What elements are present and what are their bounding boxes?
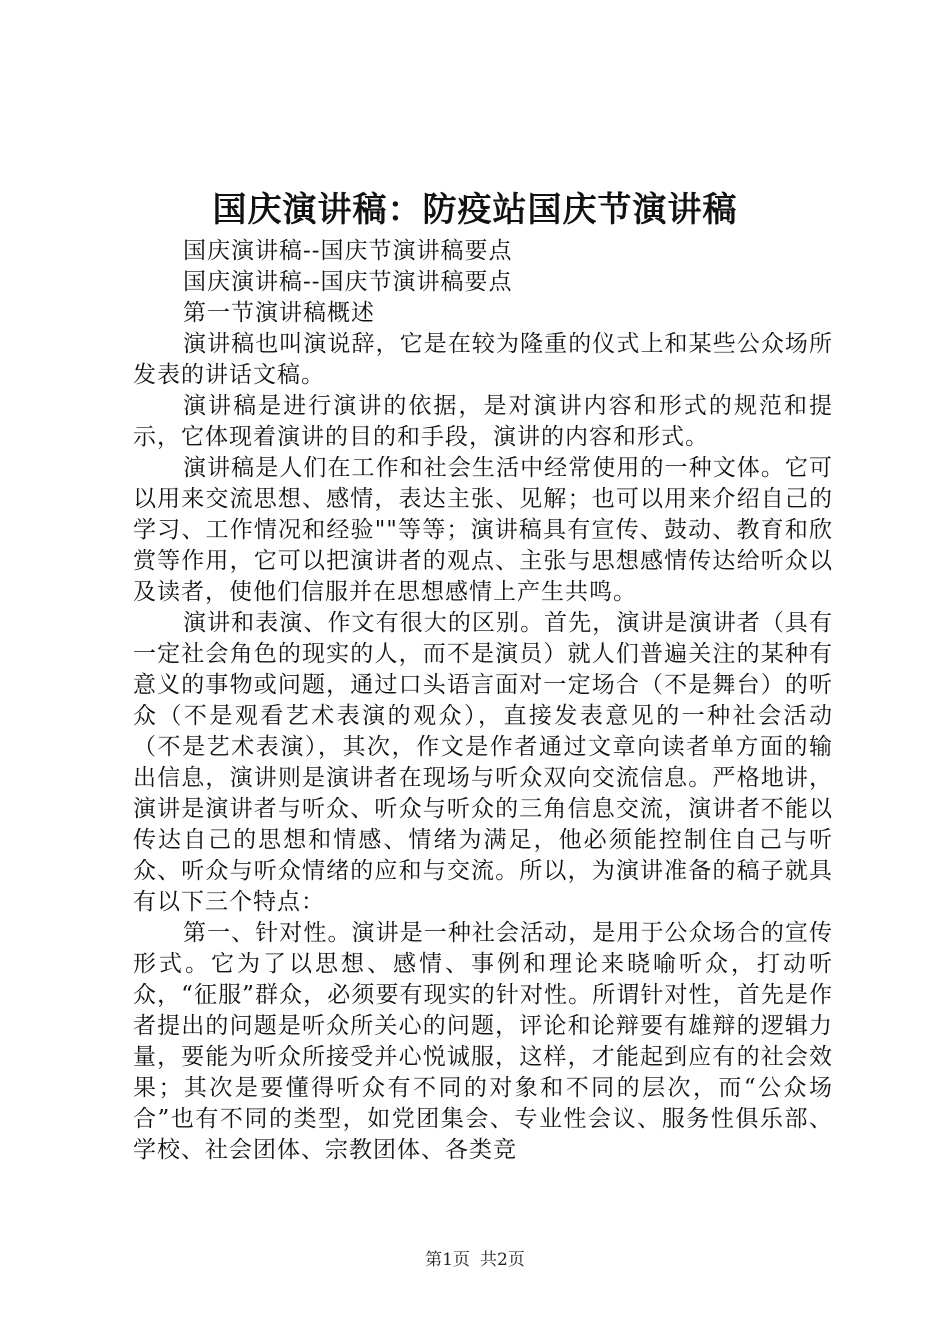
paragraph: 演讲稿是进行演讲的依据，是对演讲内容和形式的规范和提示，它体现着演讲的目的和手段，演讲的内容和形式。 xyxy=(133,393,833,450)
page-title: 国庆演讲稿：防疫站国庆节演讲稿 xyxy=(212,190,738,230)
paragraph: 国庆演讲稿--国庆节演讲稿要点 xyxy=(183,269,513,295)
page-footer xyxy=(0,1248,950,1272)
paragraph: 第一、针对性。演讲是一种社会活动，是用于公众场合的宣传形式。它为了以思想、感情、事例和理论来晓喻听众，打动听众，“征服”群众，必须要有现实的针对性。所谓针对性，首先是作者提出的问题是听众所关心的问题，评论和论辩要有雄辩的逻辑力量，要能为听众所接受并心悦诚服，这样，才能起到应有的社会效果；其次是要懂得听众有不同的对象和不同的层次，而“公众场合”也有不同的类型，如党团集会、专业性会议、服务性俱乐部、学校、社会团体、宗教团体、各类竞 xyxy=(133,920,833,1163)
section-heading: 第一节演讲稿概述 xyxy=(183,300,375,326)
document-body xyxy=(133,236,833,1166)
paragraph: 演讲稿是人们在工作和社会生活中经常使用的一种文体。它可以用来交流思想、感情，表达主张、见解；也可以用来介绍自己的学习、工作情况和经验""等等；演讲稿具有宣传、鼓动、教育和欣赏等作用，它可以把演讲者的观点、主张与思想感情传达给听众以及读者，使他们信服并在思想感情上产生共鸣。 xyxy=(133,455,833,605)
paragraph: 国庆演讲稿--国庆节演讲稿要点 xyxy=(183,238,513,264)
paragraph: 演讲稿也叫演说辞，它是在较为隆重的仪式上和某些公众场所发表的讲话文稿。 xyxy=(133,331,833,388)
page-number: 第1页 xyxy=(425,1250,470,1270)
page-total: 共2页 xyxy=(480,1250,525,1270)
paragraph: 演讲和表演、作文有很大的区别。首先，演讲是演讲者（具有一定社会角色的现实的人，而不是演员）就人们普遍关注的某种有意义的事物或问题，通过口头语言面对一定场合（不是舞台）的听众（不是观看艺术表演的观众），直接发表意见的一种社会活动（不是艺术表演），其次，作文是作者通过文章向读者单方面的输出信息，演讲则是演讲者在现场与听众双向交流信息。严格地讲，演讲是演讲者与听众、听众与听众的三角信息交流，演讲者不能以传达自己的思想和情感、情绪为满足，他必须能控制住自己与听众、听众与听众情绪的应和与交流。所以，为演讲准备的稿子就具有以下三个特点： xyxy=(133,610,833,915)
